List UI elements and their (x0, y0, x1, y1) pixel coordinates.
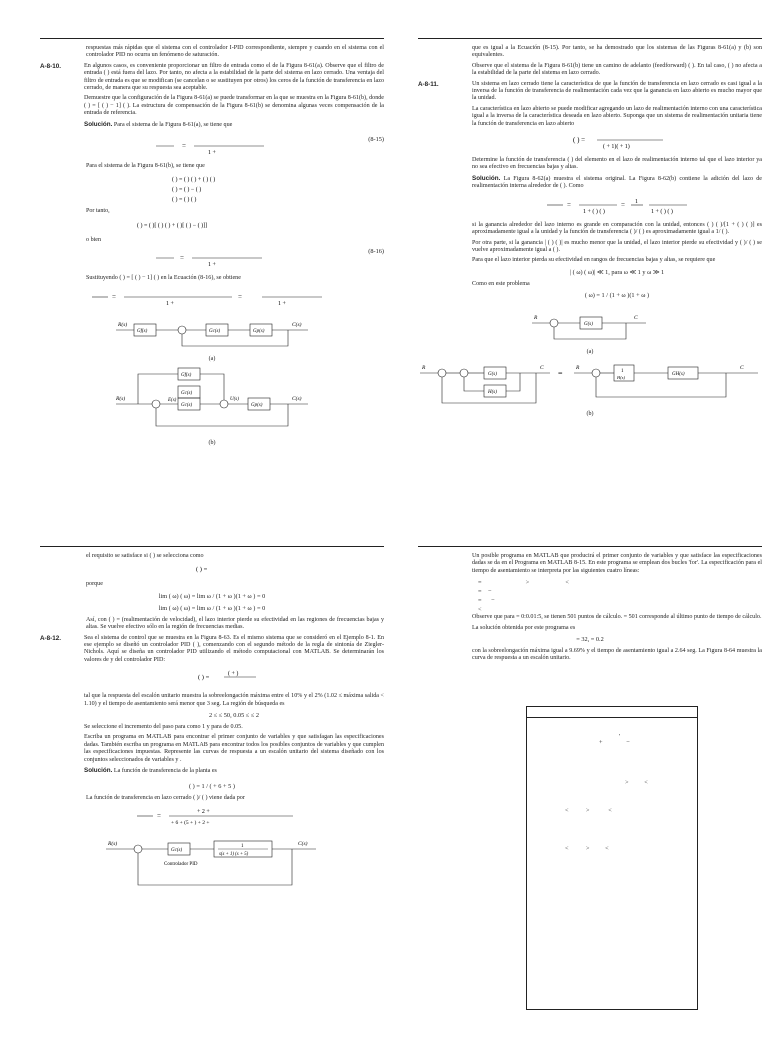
svg-text:1 + ( ) ( ): 1 + ( ) ( ) (651, 208, 673, 215)
svg-text:1 +: 1 + (208, 262, 216, 269)
svg-text:R(s): R(s) (116, 395, 126, 402)
page-top-rule (418, 546, 762, 547)
solution-label: Solución. (472, 174, 501, 182)
svg-text:=: = (157, 811, 161, 820)
block-diagram-8-62b (420, 357, 760, 409)
solution-label: Solución. (84, 120, 113, 128)
svg-text:R: R (576, 365, 580, 372)
text-asi: Así, con ( ) = (realimentación de velocidad), el lazo interior pierde su efectividad en las regiones de frecuencias bajas y altas. Se vuelve efectivo sólo en la región de frecuencias medias. (86, 616, 384, 631)
svg-text:U(s): U(s) (230, 396, 239, 402)
svg-text:1 +: 1 + (278, 300, 286, 307)
text-o-bien: o bien (86, 236, 102, 243)
figure-caption-a: (a) (586, 349, 594, 356)
equation-closed-loop (40, 806, 384, 829)
svg-text:1 +: 1 + (208, 150, 216, 157)
block-diagram-8-61a (112, 314, 312, 354)
solution-text: La Figura 8-62(a) muestra el sistema original. La Figura 8-62(b) contiene la adición del lazo de realimentación interna alrededor de ( ). Como (472, 175, 762, 190)
svg-text:R(s): R(s) (108, 840, 118, 847)
result-values: = 32, = 0.2 (576, 636, 604, 644)
page-1 (40, 38, 384, 538)
svg-text:( ) = ( ) ( ): ( ) = ( ) ( ) (172, 197, 197, 204)
svg-text:H(s): H(s) (617, 375, 625, 381)
text-si: si la ganancia alrededor del lazo interno es grande en comparación con la unidad, entonces ( ) ( )/[1 + ( ) ( )] es aproximadamente igual a la unidad y la función de transferencia ( )/ ( ) es aproximadamente igual a 1/ ( ). (472, 221, 762, 236)
equation-8-15-fraction (152, 136, 272, 156)
intro-paragraph: el requisito se satisface si ( ) se selecciona como (86, 553, 204, 559)
solution-label: Solución. (84, 767, 113, 775)
text-por-tanto: Por tanto, (86, 208, 110, 215)
text-observe: Observe que para = 0:0.01:5, se tienen 501 puntos de cálculo. = 501 corresponde al último punto de tiempo de cálculo. (472, 614, 762, 621)
svg-text:Gc(s): Gc(s) (181, 402, 193, 408)
inequality: | ( ω) ( ω)| ≪ 1, para ω ≪ 1 y ω ≫ 1 (569, 268, 665, 276)
svg-text:GH(s): GH(s) (672, 372, 685, 378)
solution-text: Para el sistema de la Figura 8-61(a), se tiene que (113, 121, 233, 128)
problem-a-8-11 (418, 81, 762, 305)
svg-text:Gf(s): Gf(s) (181, 372, 192, 378)
text-para: Para que el lazo interior pierda su efectividad en rangos de frecuencias bajas y altas, se requiere que (472, 257, 716, 264)
svg-text:E(s): E(s) (168, 397, 177, 403)
settling-time-lines: = > < = − = − < (478, 579, 569, 614)
solution-text: La función de transferencia de la planta es (113, 768, 217, 775)
svg-text:R(s): R(s) (118, 321, 128, 328)
figure-caption-a: (a) (208, 355, 216, 362)
svg-text:( ) = ( ) − ( ): ( ) = ( ) − ( ) (172, 187, 202, 194)
problem-text: Sea el sistema de control que se muestra en la Figura 8-63. Es el mismo sistema que se consideró en el Ejemplo 8-1. En ese ejemplo se diseñó un controlador PID ( ), comenzando con el segundo método de la regla de sintonía de Ziegler-Nichols. Aquí se diseña un controlador PID utilizando el método computacional con MATLAB. Se determinarán los valores de y del controlador PID: (84, 634, 384, 663)
svg-text:1 + ( ) ( ): 1 + ( ) ( ) (583, 208, 605, 215)
controller-label: Controlador PID (164, 861, 198, 867)
page-4 (418, 546, 762, 1046)
svg-text:=: = (182, 142, 186, 151)
svg-text:C: C (540, 365, 544, 372)
text-lazo: La función de transferencia en lazo cerrado ( )/ ( ) viene dada por (86, 794, 245, 801)
equation-plant: ( ) = 1 / ( + 6 + 5 ) (189, 782, 235, 790)
svg-text:( ) =: ( ) = (196, 566, 208, 574)
svg-text:+ 6 + (5 + ) + 2 +: + 6 + (5 + ) + 2 + (171, 819, 210, 826)
search-region: 2 ≤ ≤ 50, 0.05 ≤ ≤ 2 (208, 712, 260, 720)
problem-text-2: Se seleccione el incremento del paso para como 1 y para de 0.05. (84, 724, 243, 731)
svg-text:=: = (621, 200, 625, 209)
svg-text:1: 1 (241, 843, 244, 849)
limit-high: lim ( ω) ( ω) = lim ω / (1 + ω )(1 + ω ) = 0 (158, 604, 266, 612)
plant-label: s(s + 1) (s + 5) (219, 851, 249, 857)
svg-text:R: R (534, 315, 538, 322)
block-diagram-8-62a (530, 307, 650, 347)
matlab-program-box: ' + − > < < > < < > < (526, 706, 698, 1010)
equation-pid (84, 668, 384, 689)
problem-number: A-8-11. (418, 80, 439, 88)
svg-text:Gf(s): Gf(s) (137, 328, 148, 334)
block-diagram-8-61b (112, 364, 312, 438)
svg-text:C: C (740, 365, 744, 372)
text-como: Como en este problema (472, 280, 530, 287)
equation-open-loop (472, 132, 762, 153)
problem-text-3: Escriba un programa en MATLAB para encontrar el primer conjunto de variables y que satisfagan las especificaciones dadas. También escriba un programa en MATLAB para encontrar todos los posibles conjuntos de variables y que cumplen las especificaciones impuestas. Represente las curvas de respuesta a un escalón unitario del sistema diseñado con los conjuntos seleccionados de variables y . (84, 734, 384, 763)
equation-h (40, 564, 384, 577)
svg-text:=: = (238, 292, 242, 301)
text-otra: Por otra parte, si la ganancia | ( ) ( )| es mucho menor que la unidad, el lazo interior pierde su efectividad y ( )/ ( ) se vuelve aproximadamente igual a ( ). (472, 239, 762, 253)
svg-text:C(s): C(s) (292, 395, 302, 402)
text-determine: Determine la función de transferencia ( ) del elemento en el lazo de realimentación interno tal que el lazo interior ya no sea efectivo en frecuencias bajas y altas. (472, 157, 762, 171)
svg-text:( + ): ( + ) (228, 671, 239, 678)
equation-8-15 (40, 136, 384, 159)
text-tal: tal que la respuesta del escalón unitario muestra la sobreelongación máxima entre el 10% y el 2% (1.02 ≤ máxima salida < 1.10) y el tiempo de asentamiento será menor que 3 seg. La región de búsqueda es (84, 693, 384, 707)
text-sustituyendo: Sustituyendo ( ) = [ ( ) − 1] ( ) en la Ecuación (8-16), se obtiene (86, 275, 241, 282)
text-solution: La solución obtenida por este programa es (472, 624, 576, 631)
svg-text:=: = (567, 200, 571, 209)
svg-text:Gc(s): Gc(s) (181, 390, 193, 396)
svg-text:Gc(s): Gc(s) (209, 328, 221, 334)
svg-text:+ 2 +: + 2 + (197, 808, 210, 815)
svg-text:( ) =: ( ) = (198, 674, 210, 682)
svg-text:G(s): G(s) (488, 372, 497, 378)
svg-text:( ) = ( ) ( ) + ( ) ( ): ( ) = ( ) ( ) + ( ) ( ) (172, 177, 216, 184)
page-top-rule (40, 546, 384, 547)
svg-text:C(s): C(s) (298, 840, 308, 847)
svg-text:Gc(s): Gc(s) (171, 847, 183, 853)
svg-text:G(s): G(s) (584, 322, 593, 328)
svg-text:=: = (112, 292, 116, 301)
equation-g: ( ω) = 1 / (1 + ω )(1 + ω ) (584, 292, 650, 300)
equation-number: (8-15) (368, 136, 384, 144)
intro-paragraph: respuestas más rápidas que el sistema con el controlador I-PID correspondiente, siempre y cuando en el sistema con el controlador PID no ocurra un fenómeno de saturación. (86, 45, 384, 59)
page-3 (40, 546, 384, 1046)
figure-caption-b: (b) (208, 439, 216, 446)
problem-text: En algunos casos, es conveniente proporcionar un filtro de entrada como el de la Figura 8-61(a). Observe que el filtro de entrada ( ) está fuera del lazo. Por tanto, no afecta a la estabilidad de la parte del sistema en lazo cerrado. Una ventaja del filtro de entrada es que se modifican (se cancelan o se sustituyen por otros) los ceros de la función de transferencia en lazo cerrado, de manera que su respuesta sea aceptable. (84, 62, 384, 92)
equation-substituted (40, 287, 384, 310)
text-porque: porque (86, 581, 103, 588)
problem-number: A-8-10. (40, 62, 61, 70)
page-top-rule (40, 38, 384, 39)
svg-text:R: R (422, 365, 426, 372)
svg-text:=: = (180, 254, 184, 263)
figure-caption-b: (b) (586, 411, 594, 418)
intro-paragraph-2: Observe que el sistema de la Figura 8-61(b) tiene un camino de adelanto (feedforward) ( ). En tal caso, ( ) no afecta a la estabilidad de la parte del sistema en lazo cerrado. (472, 62, 762, 77)
equation-system-b (40, 174, 384, 204)
page-2 (418, 38, 762, 538)
problem-number: A-8-12. (40, 634, 61, 642)
problem-a-8-12 (40, 635, 384, 779)
svg-text:( ) = ( )[ ( ) ( ) + ( )[ ( ): ( ) = ( )[ ( ) ( ) + ( )[ ( ) − ( )]] (137, 222, 208, 229)
svg-text:Gp(s): Gp(s) (253, 328, 265, 334)
equation-inner-loop (472, 195, 762, 218)
svg-text:=: = (558, 369, 563, 379)
intro-paragraph: Un posible programa en MATLAB que producirá el primer conjunto de variables y que satisface las especificaciones dadas se da en el Programa en MATLAB 8-15. En este programa se emplean dos bucles 'for'. La especificación para el tiempo de asentamiento se interpreta por las siguientes cuatro líneas: (472, 553, 762, 574)
equation-8-16 (40, 248, 384, 271)
text-figure-b: Para el sistema de la Figura 8-61(b), se tiene que (86, 163, 205, 170)
svg-text:C: C (634, 315, 638, 322)
text-con: con la sobreelongación máxima igual a 9.69% y el tiempo de asentamiento igual a 2.64 seg. La Figura 8-64 muestra la curva de respuesta a un escalón unitario. (472, 648, 762, 662)
problem-text-2: Demuestre que la configuración de la Figura 8-61(a) se puede transformar en la que se muestra en la Figura 8-61(b), donde ( ) = [ ( ) − 1] ( ). La estructura de compensación de la Figura 8-61(b) se denomina algunas veces compensación de la entrada de referencia. (84, 95, 384, 117)
problem-text: Un sistema en lazo cerrado tiene la característica de que la función de transferencia en lazo cerrado es casi igual a la inversa de la función de transferencia de realimentación cada vez que la ganancia en lazo abierto es mucho mayor que la unidad. (472, 80, 762, 102)
svg-text:H(s): H(s) (488, 390, 497, 396)
svg-text:Gp(s): Gp(s) (251, 402, 263, 408)
page-top-rule (418, 38, 762, 39)
problem-a-8-10 (40, 63, 384, 132)
intro-paragraph: que es igual a la Ecuación (8-15). Por tanto, se ha demostrado que los sistemas de las Figuras 8-61(a) y (b) son equivalentes. (472, 45, 762, 59)
svg-text:( + 1)( + 1): ( + 1)( + 1) (603, 144, 630, 151)
svg-text:C(s): C(s) (292, 321, 302, 328)
problem-text-2: La característica en lazo abierto se puede modificar agregando un lazo de realimentación interno con una característica igual a la inversa de la característica deseada en lazo abierto. Suponga que un sistema de realimentación unitaria tiene la función de transferencia en lazo abierto (472, 105, 762, 127)
limit-low: lim ( ω) ( ω) = lim ω / (1 + ω )(1 + ω ) = 0 (158, 592, 266, 600)
block-diagram-8-63 (102, 833, 322, 895)
matlab-program-header (527, 707, 697, 718)
equation-por-tanto (40, 220, 384, 233)
svg-text:1: 1 (635, 198, 638, 205)
svg-text:1 +: 1 + (166, 300, 174, 307)
svg-text:1: 1 (621, 369, 624, 375)
equation-number: (8-16) (368, 248, 384, 256)
svg-text:( ) =: ( ) = (573, 136, 586, 145)
